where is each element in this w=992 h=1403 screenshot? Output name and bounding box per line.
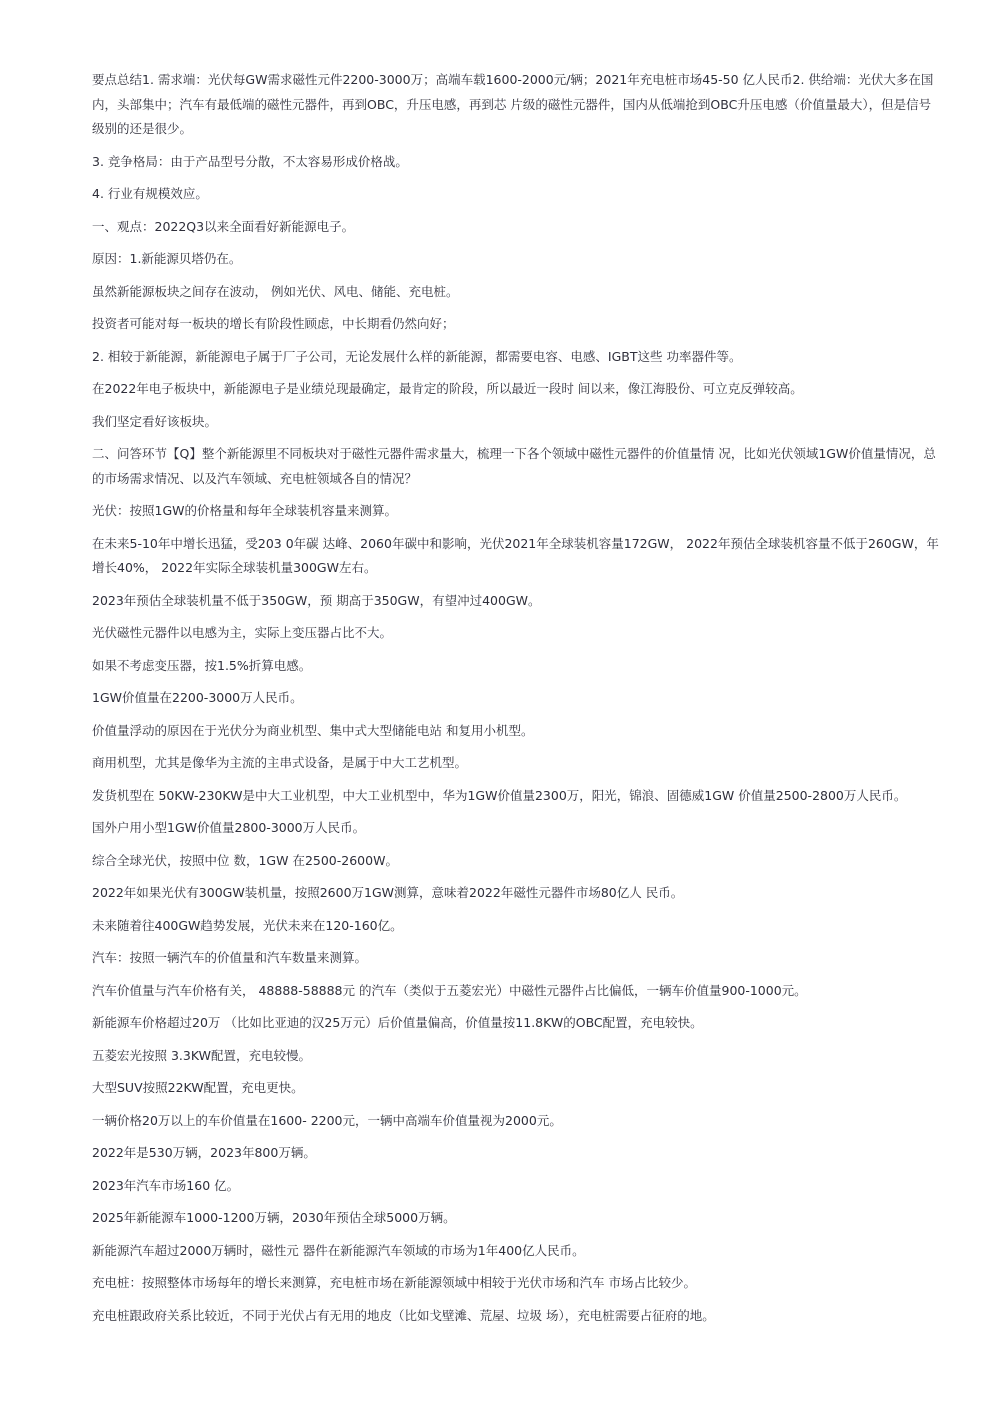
paragraph-volatility: 虽然新能源板块之间存在波动， 例如光伏、风电、储能、充电桩。 <box>92 283 459 299</box>
paragraph-scale-effect: 4. 行业有规模效应。 <box>92 186 208 201</box>
paragraph-shipment-models: 发货机型在 50KW-230KW是中大工业机型，中大工业机型中，华为1GW价值量2300万，阳光，锦浪、固德威1GW 价值量2500-2800万人民币。 <box>92 787 907 803</box>
paragraph-2022-performance: 在2022年电子板块中，新能源电子是业绩兑现最确定，最肯定的阶段，所以最近一段时 间以来，像江海股份、可立克反弹较高。 <box>92 381 803 396</box>
paragraph-competition: 3. 竞争格局：由于产品型号分散，不太容易形成价格战。 <box>92 153 408 169</box>
paragraph-pv-future: 未来随着往400GW趋势发展，光伏未来在120-160亿。 <box>92 917 403 933</box>
paragraph-auto-value: 汽车价值量与汽车价格有关， 48888-58888元 的汽车（类似于五菱宏光）中磁性元器件占比偏低，一辆车价值量900-1000元。 <box>92 982 807 998</box>
paragraph-commercial-models: 商用机型，尤其是像华为主流的主串式设备，是属于中大工艺机型。 <box>92 755 468 770</box>
paragraph-charging-method: 充电桩：按照整体市场每年的增长来测算，充电桩市场在新能源领域中相较于光伏市场和汽车 市场占比较少。 <box>92 1275 696 1290</box>
paragraph-ev-2025-2030: 2025年新能源车1000-1200万辆，2030年预估全球5000万辆。 <box>92 1210 456 1225</box>
paragraph-global-median: 综合全球光伏，按照中位 数，1GW 在2500-2600W。 <box>92 852 398 868</box>
paragraph-pv-2023: 2023年预估全球装机量不低于350GW，预 期高于350GW，有望冲过400GW。 <box>92 592 541 608</box>
paragraph-summary: 要点总结1. 需求端：光伏每GW需求磁性元件2200-3000万；高端车载1600-2000元/辆；2021年充电桩市场45-50 亿人民币2. 供给端：光伏大多在国内，头部集中；汽车有最低端的磁性元器件，再到OBC，升压电感，再到芯 片级的磁性元器件，国内从低端抢到OBC升压电感（价值量最大），但是信号级别的还是很少。 <box>92 72 934 136</box>
paragraph-2022-market: 2022年如果光伏有300GW装机量，按照2600万1GW测算，意味着2022年磁性元器件市场80亿人 民币。 <box>92 885 684 900</box>
document-page <box>92 68 942 1336</box>
paragraph-pv-transformer: 如果不考虑变压器，按1.5%折算电感。 <box>92 657 312 673</box>
paragraph-pv-method: 光伏：按照1GW的价格量和每年全球装机容量来测算。 <box>92 503 397 518</box>
paragraph-suv: 大型SUV按照22KW配置，充电更快。 <box>92 1080 304 1095</box>
paragraph-ev-premium: 新能源车价格超过20万 （比如比亚迪的汉25万元）后价值量偏高，价值量按11.8KW的OBC配置，充电较快。 <box>92 1015 703 1030</box>
paragraph-auto-method: 汽车：按照一辆汽车的价值量和汽车数量来测算。 <box>92 950 368 965</box>
paragraph-new-energy-electronics: 2. 相较于新能源，新能源电子属于厂子公司，无论发展什么样的新能源，都需要电容、电感、IGBT这些 功率器件等。 <box>92 348 742 364</box>
paragraph-viewpoint: 一、观点：2022Q3以来全面看好新能源电子。 <box>92 218 355 234</box>
paragraph-ev-market-size: 新能源汽车超过2000万辆时，磁性元 器件在新能源汽车领域的市场为1年400亿人民币。 <box>92 1242 585 1258</box>
paragraph-charging-government: 充电桩跟政府关系比较近，不同于光伏占有无用的地皮（比如戈壁滩、荒屋、垃圾 场），充电桩需要占征府的地。 <box>92 1307 715 1323</box>
paragraph-pv-fluctuation: 价值量浮动的原因在于光伏分为商业机型、集中式大型储能电站 和复用小机型。 <box>92 722 534 738</box>
paragraph-overseas-residential: 国外户用小型1GW价值量2800-3000万人民币。 <box>92 820 366 835</box>
paragraph-investor-concern: 投资者可能对每一板块的增长有阶段性顾虑，中长期看仍然向好； <box>92 316 455 331</box>
paragraph-high-end-value: 一辆价格20万以上的车价值量在1600- 2200元，一辆中高端车价值量视为2000元。 <box>92 1112 562 1128</box>
paragraph-pv-value: 1GW价值量在2200-3000万人民币。 <box>92 690 303 705</box>
paragraph-reason: 原因：1.新能源贝塔仍在。 <box>92 251 242 266</box>
paragraph-ev-volume: 2022年是530万辆，2023年800万辆。 <box>92 1145 316 1160</box>
paragraph-wuling: 五菱宏光按照 3.3KW配置，充电较慢。 <box>92 1047 311 1063</box>
paragraph-pv-growth: 在未来5-10年中增长迅猛，受203 0年碳 达峰、2060年碳中和影响，光伏2021年全球装机容量172GW， 2022年预估全球装机容量不低于260GW，年增长40%， 2022年实际全球装机量300GW左右。 <box>92 535 939 575</box>
paragraph-bullish: 我们坚定看好该板块。 <box>92 413 218 429</box>
paragraph-qa-question: 二、问答环节【Q】整个新能源里不同板块对于磁性元器件需求量大，梳理一下各个领域中磁性元器件的价值量情 况，比如光伏领域1GW价值量情况，总的市场需求情况、以及汽车领域、充电桩领域各自的情况？ <box>92 446 936 486</box>
paragraph-auto-market-2023: 2023年汽车市场160 亿。 <box>92 1177 240 1193</box>
paragraph-pv-inductor: 光伏磁性元器件以电感为主，实际上变压器占比不大。 <box>92 625 393 640</box>
